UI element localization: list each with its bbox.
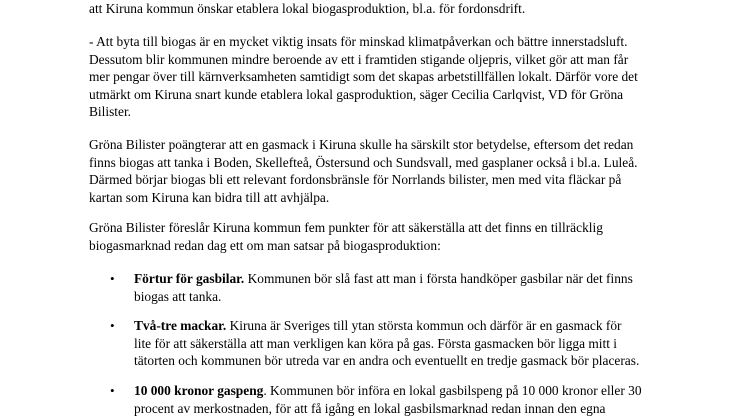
paragraph-intro bbox=[89, 0, 689, 18]
bullet-icon: • bbox=[110, 383, 115, 398]
text-line: Gröna Bilister poängterar att en gasmack i Kiruna skulle ha särskilt stor betydelse, eftersom det redan bbox=[89, 137, 634, 152]
list-item-title: Två-tre mackar. bbox=[134, 318, 227, 333]
text-line: Dessutom blir kommunen mindre beroende av ett i framtiden stigande oljepris, vilket gör att man får bbox=[89, 51, 629, 67]
list-item-text bbox=[134, 270, 694, 305]
list-item-title: Förtur för gasbilar. bbox=[134, 271, 245, 286]
bullet-icon: • bbox=[110, 271, 115, 286]
list-item-title: 10 000 kronor gaspeng bbox=[134, 383, 264, 398]
list-item-text bbox=[134, 317, 694, 370]
text-line: att Kiruna kommun önskar etablera lokal biogasproduktion, bl.a. för fordonsdrift. bbox=[89, 1, 526, 16]
paragraph-proposals bbox=[89, 219, 689, 254]
text-line: Gröna Bilister föreslår Kiruna kommun fem punkter för att säkerställa att det finns en tillräcklig bbox=[89, 220, 603, 235]
text-line: procent av merkostnaden, för att få igång en lokal gasbilsmarknad redan innan den egna bbox=[134, 400, 606, 416]
text-line: finns biogas att tanka i Boden, Skellefteå, Östersund och Sundsvall, med gasplaner också i bl.a. Luleå. bbox=[89, 154, 638, 170]
text-line: - Att byta till biogas är en mycket viktig insats för minskad klimatpåverkan och bättre innerstadsluft. bbox=[89, 34, 628, 49]
text-line: Kommunen bör slå fast att man i första handköper gasbilar när det finns bbox=[244, 271, 633, 286]
text-line: Kiruna är Sveriges till ytan största kommun och därför är en gasmack för bbox=[226, 318, 622, 333]
text-line: Bilister. bbox=[89, 104, 132, 119]
text-line: mer pengar över till kärnverksamheten samtidigt som det skapas arbetstillfällen lokalt. Därför vore det bbox=[89, 69, 638, 84]
text-line: tätorten och kommunen bör utreda var en andra och eventuellt en tredje gasmack bör placeras. bbox=[134, 353, 640, 368]
text-line: biogas att tanka. bbox=[134, 288, 222, 304]
text-line: . Kommunen bör införa en lokal gasbilspeng på 10 000 kronor eller 30 bbox=[263, 383, 642, 398]
text-line: kartan som Kiruna kan bidra till att avhjälpa. bbox=[89, 189, 330, 205]
text-line: utmärkt om Kiruna snart kunde etablera lokal gasproduktion, säger Cecilia Carlqvist, VD för Gröna bbox=[89, 86, 624, 102]
text-line: Därmed börjar biogas bli ett relevant fordonsbränsle för Norrlands bilister, men med vita fläckar på bbox=[89, 172, 622, 187]
text-line: biogasmarknad redan dag ett om man satsar på biogasproduktion: bbox=[89, 237, 441, 253]
bullet-icon: • bbox=[110, 318, 115, 333]
paragraph-quote bbox=[89, 33, 689, 121]
list-item-text bbox=[134, 382, 694, 417]
paragraph-gasmack bbox=[89, 136, 689, 206]
text-line: lite för att säkerställa att man verkligen kan köra på gas. Första gasmacken bör ligga mitt i bbox=[134, 335, 618, 351]
